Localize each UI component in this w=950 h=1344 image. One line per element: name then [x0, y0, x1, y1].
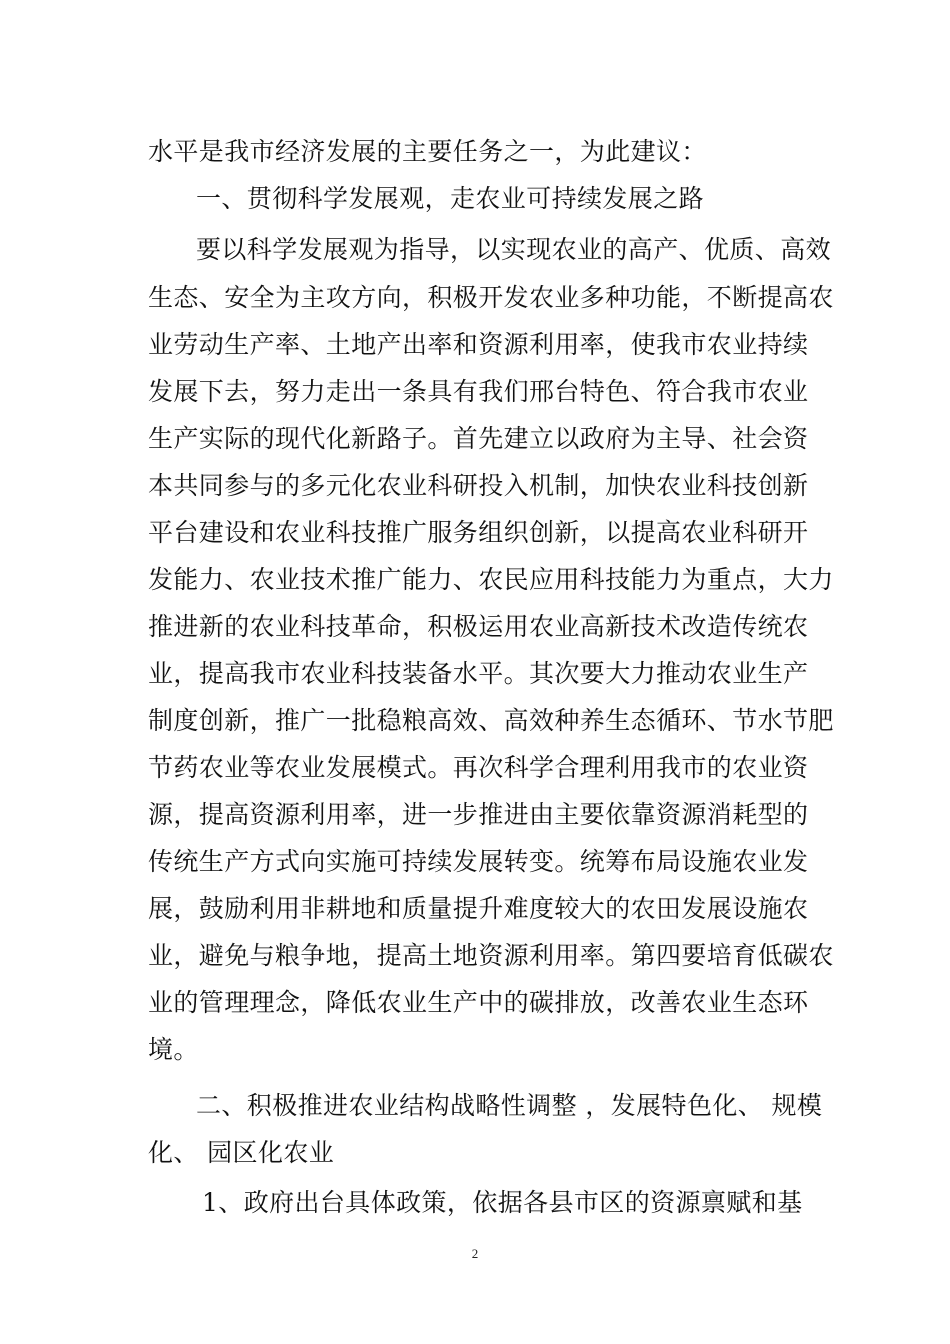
body-text-line: 平台建设和农业科技推广服务组织创新，以提高农业科研开: [148, 518, 809, 547]
body-text-line: 1、政府出台具体政策，依据各县市区的资源禀赋和基: [202, 1188, 803, 1217]
section-heading-1: 一、贯彻科学发展观，走农业可持续发展之路: [196, 184, 705, 213]
body-text-line: 传统生产方式向实施可持续发展转变。统筹布局设施农业发: [148, 847, 809, 876]
body-text-line: 展，鼓励利用非耕地和质量提升难度较大的农田发展设施农: [148, 894, 809, 923]
body-text-line: 推进新的农业科技革命，积极运用农业高新技术改造传统农: [148, 612, 809, 641]
body-text-line: 水平是我市经济发展的主要任务之一，为此建议：: [148, 137, 707, 166]
body-text-line: 业，提高我市农业科技装备水平。其次要大力推动农业生产: [148, 659, 809, 688]
body-text-line: 生态、安全为主攻方向，积极开发农业多种功能，不断提高农: [148, 283, 834, 312]
body-text-line: 制度创新，推广一批稳粮高效、高效种养生态循环、节水节肥: [148, 706, 834, 735]
section-heading-2-continued: 化、 园区化农业: [148, 1138, 335, 1167]
body-text-line: 发能力、农业技术推广能力、农民应用科技能力为重点，大力: [148, 565, 834, 594]
body-text-line: 生产实际的现代化新路子。首先建立以政府为主导、社会资: [148, 424, 809, 453]
body-text-line: 发展下去，努力走出一条具有我们邢台特色、符合我市农业: [148, 377, 809, 406]
body-text-line: 业劳动生产率、土地产出率和资源利用率，使我市农业持续: [148, 330, 809, 359]
body-text-line: 本共同参与的多元化农业科研投入机制，加快农业科技创新: [148, 471, 809, 500]
page-number: 2: [471, 1246, 479, 1261]
section-heading-2: 二、积极推进农业结构战略性调整 ，发展特色化、 规模: [196, 1091, 823, 1120]
body-text-line: 业的管理理念，降低农业生产中的碳排放，改善农业生态环: [148, 988, 809, 1017]
body-text-line: 境。: [148, 1035, 199, 1064]
body-text-line: 业，避免与粮争地，提高土地资源利用率。第四要培育低碳农: [148, 941, 834, 970]
body-text-line: 节药农业等农业发展模式。再次科学合理利用我市的农业资: [148, 753, 809, 782]
body-text-line: 要以科学发展观为指导，以实现农业的高产、优质、高效: [196, 235, 832, 264]
body-text-line: 源，提高资源利用率，进一步推进由主要依靠资源消耗型的: [148, 800, 809, 829]
